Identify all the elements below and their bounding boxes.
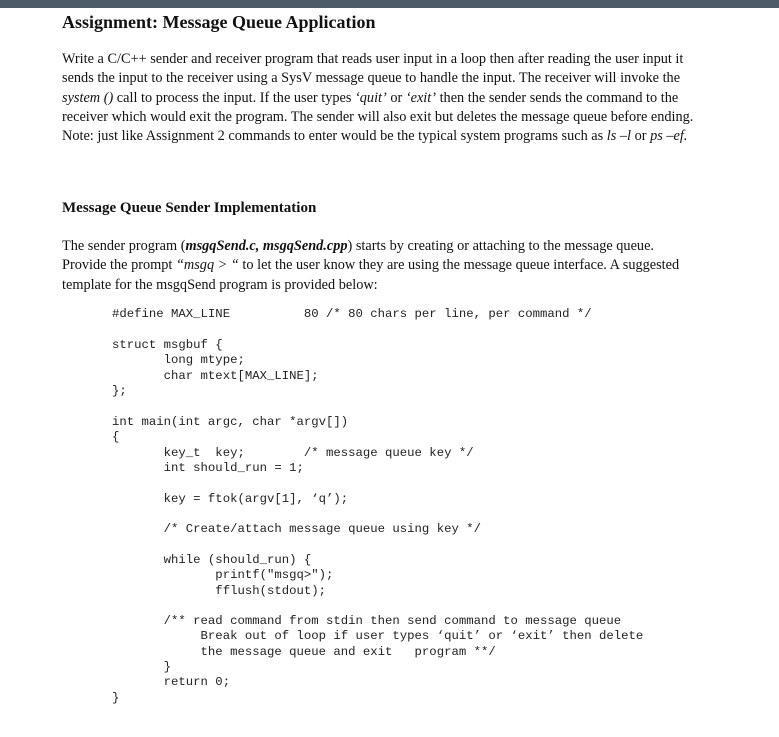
code-while-block: while (should_run) { printf("msgq>"); fflush(stdout); <box>163 553 334 598</box>
section-heading: Message Queue Sender Implementation <box>62 200 317 216</box>
page-title: Assignment: Message Queue Application <box>62 12 376 32</box>
intro-text: Write a C/C++ sender and receiver program that reads user input in a loop then after reading the user input it sends the input to the receiver using a SysV message queue to handle the input. The receiver will invoke the <box>62 51 684 87</box>
quit-keyword: ‘quit’ <box>355 89 387 106</box>
exit-keyword: ‘exit’ <box>405 89 437 106</box>
ls-command: ls –l <box>606 128 632 145</box>
sender-text: The sender program ( <box>62 238 186 254</box>
code-declarations: key_t key; /* message queue key */ int should_run = 1; <box>163 446 474 476</box>
system-call: system () <box>62 89 114 106</box>
code-read-comment: /** read command from stdin then send command to message queue Break out of loop if user types ‘quit’ or ‘exit’ then delete the message queue and exit program **/ <box>163 614 644 659</box>
code-define: #define MAX_LINE 80 /* 80 chars per line, per command */ <box>112 307 592 321</box>
intro-text: then the sender sends the command to the receiver which would exit the program. The sender will also exit but deletes the message queue before ending. Note: just like Assignment 2 commands to enter would be the typical system programs such as <box>62 89 694 145</box>
code-struct: struct msgbuf { long mtype; char mtext[MAX_LINE]; }; <box>112 338 319 399</box>
intro-paragraph <box>62 50 702 146</box>
ps-command: ps –ef. <box>650 128 688 145</box>
prompt-text: “msgq > “ <box>175 257 239 274</box>
code-main-signature: int main(int argc, char *argv[]) { <box>112 415 349 445</box>
sender-text: ) starts by creating or attaching to the message queue. Provide the prompt <box>62 238 654 274</box>
code-create-comment: /* Create/attach message queue using key */ <box>112 522 481 536</box>
code-close-main: } <box>112 691 120 705</box>
code-close-while: } return 0; <box>163 660 231 690</box>
intro-text: or <box>631 128 651 145</box>
top-bar <box>0 0 779 8</box>
intro-text: call to process the input. If the user types <box>113 89 356 106</box>
sender-paragraph <box>62 237 702 295</box>
code-ftok: key = ftok(argv[1], ‘q’); <box>112 492 349 506</box>
sender-filenames: msgqSend.c, msgqSend.cpp <box>185 238 348 254</box>
sender-text: to let the user know they are using the message queue interface. A suggested template for the msgqSend program is provided below: <box>62 257 680 293</box>
intro-text: or <box>386 89 406 106</box>
